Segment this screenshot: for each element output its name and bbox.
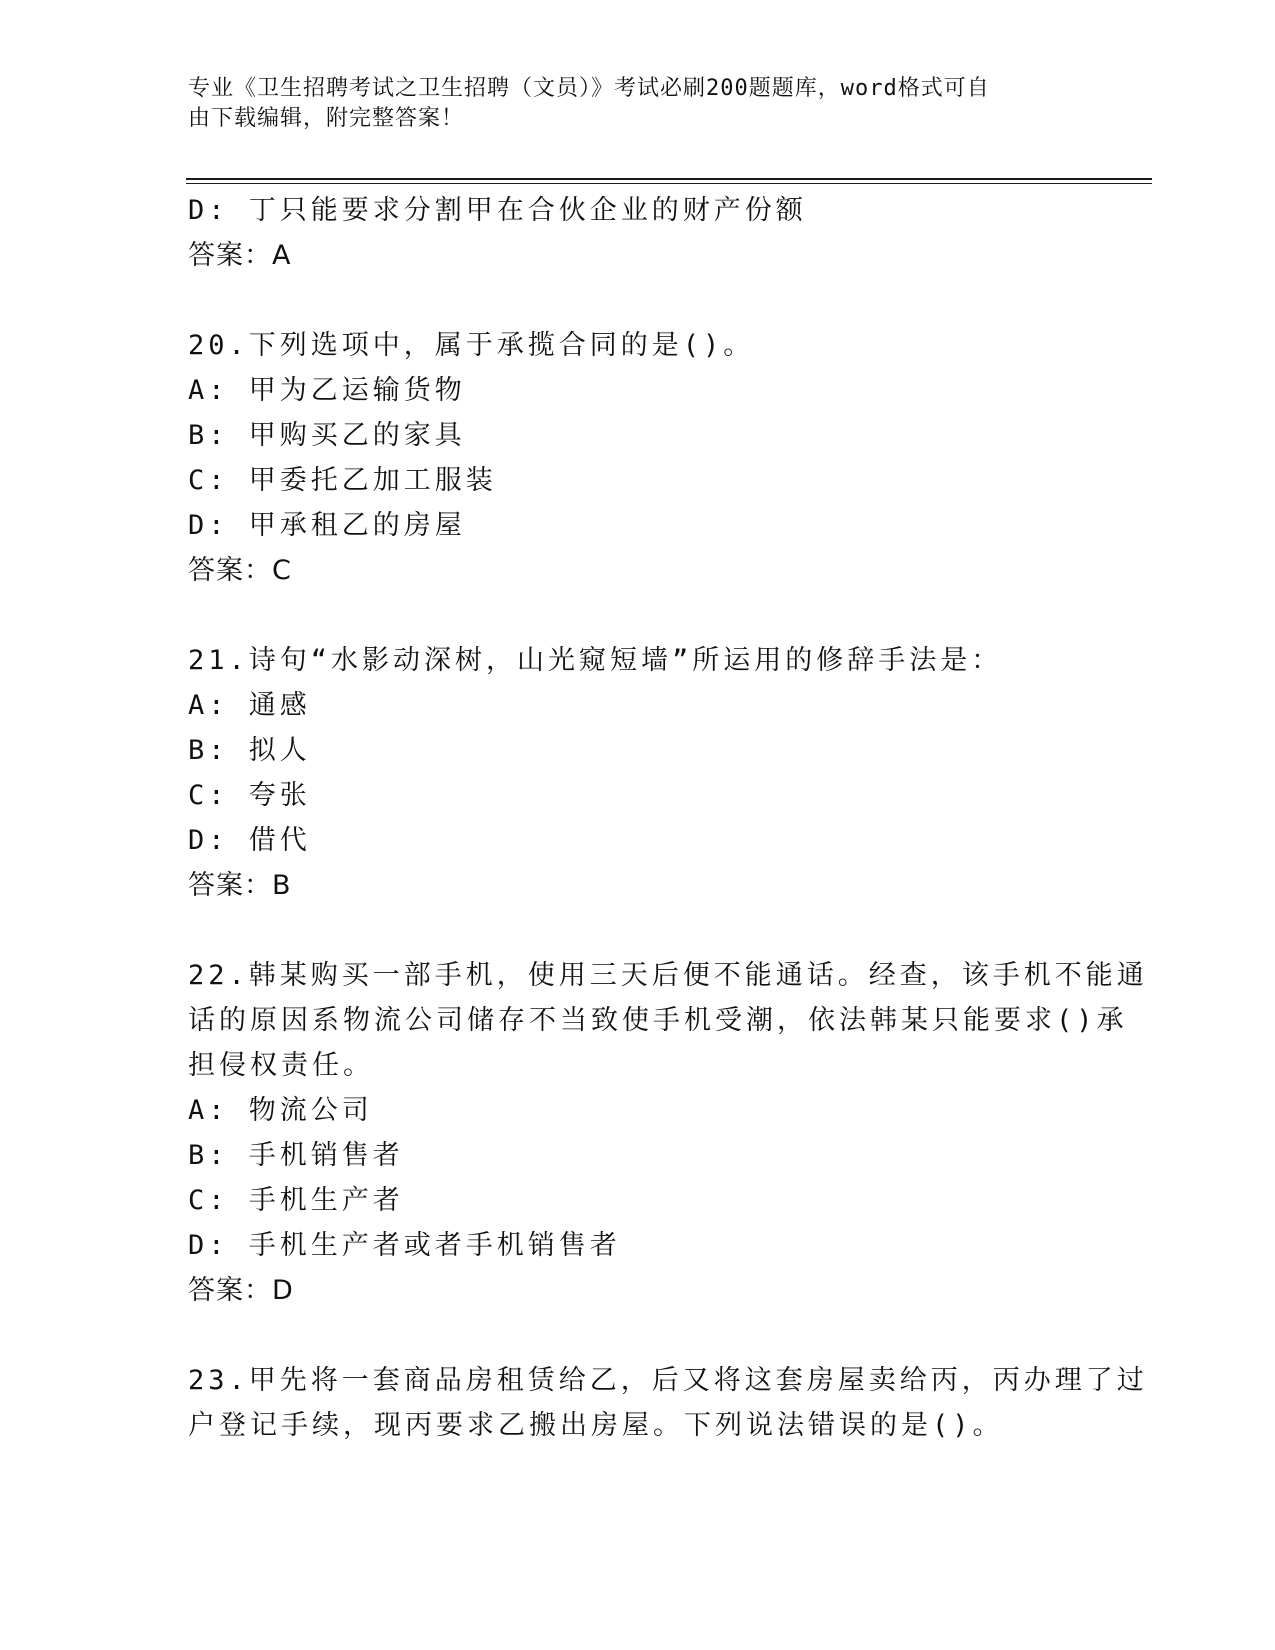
option-d: D: 手机生产者或者手机销售者 xyxy=(188,1230,621,1261)
option-d: D: 丁只能要求分割甲在合伙企业的财产份额 xyxy=(188,195,807,226)
question-stem-line-1: 22.韩某购买一部手机，使用三天后便不能通话。经查，该手机不能通 xyxy=(188,960,1148,991)
option-b: B: 甲购买乙的家具 xyxy=(188,420,466,451)
question-stem-line-1: 23.甲先将一套商品房租赁给乙，后又将这套房屋卖给丙，丙办理了过 xyxy=(188,1365,1148,1396)
previous-question-tail xyxy=(188,188,1088,278)
question-stem-line-2: 户登记手续，现丙要求乙搬出房屋。下列说法错误的是()。 xyxy=(188,1410,1004,1441)
option-c: C: 夸张 xyxy=(188,780,311,811)
question-stem-line-3: 担侵权责任。 xyxy=(188,1050,374,1081)
answer: 答案：C xyxy=(188,555,292,586)
question-23 xyxy=(188,1358,1148,1448)
option-c: C: 甲委托乙加工服装 xyxy=(188,465,497,496)
header-divider-thin xyxy=(186,183,1152,184)
question-21 xyxy=(188,638,1088,908)
option-b: B: 手机销售者 xyxy=(188,1140,404,1171)
answer: 答案：D xyxy=(188,1275,294,1306)
question-20 xyxy=(188,323,1088,593)
header-line-2: 由下载编辑，附完整答案！ xyxy=(188,106,465,131)
document-header xyxy=(188,74,1088,134)
question-list xyxy=(188,188,1148,1448)
header-divider-thick xyxy=(186,178,1152,180)
option-c: C: 手机生产者 xyxy=(188,1185,404,1216)
option-a: A: 物流公司 xyxy=(188,1095,373,1126)
option-a: A: 通感 xyxy=(188,690,311,721)
question-stem: 20.下列选项中，属于承揽合同的是()。 xyxy=(188,330,755,361)
question-stem: 21.诗句“水影动深树，山光窥短墙”所运用的修辞手法是： xyxy=(188,645,1003,676)
option-a: A: 甲为乙运输货物 xyxy=(188,375,466,406)
question-stem-line-2: 话的原因系物流公司储存不当致使手机受潮，依法韩某只能要求()承 xyxy=(188,1005,1128,1036)
header-line-1: 专业《卫生招聘考试之卫生招聘（文员）》考试必刷200题题库，word格式可自 xyxy=(188,76,990,101)
option-b: B: 拟人 xyxy=(188,735,311,766)
answer: 答案：B xyxy=(188,870,292,901)
option-d: D: 甲承租乙的房屋 xyxy=(188,510,466,541)
answer: 答案：A xyxy=(188,240,292,271)
question-22 xyxy=(188,953,1148,1313)
option-d: D: 借代 xyxy=(188,825,311,856)
